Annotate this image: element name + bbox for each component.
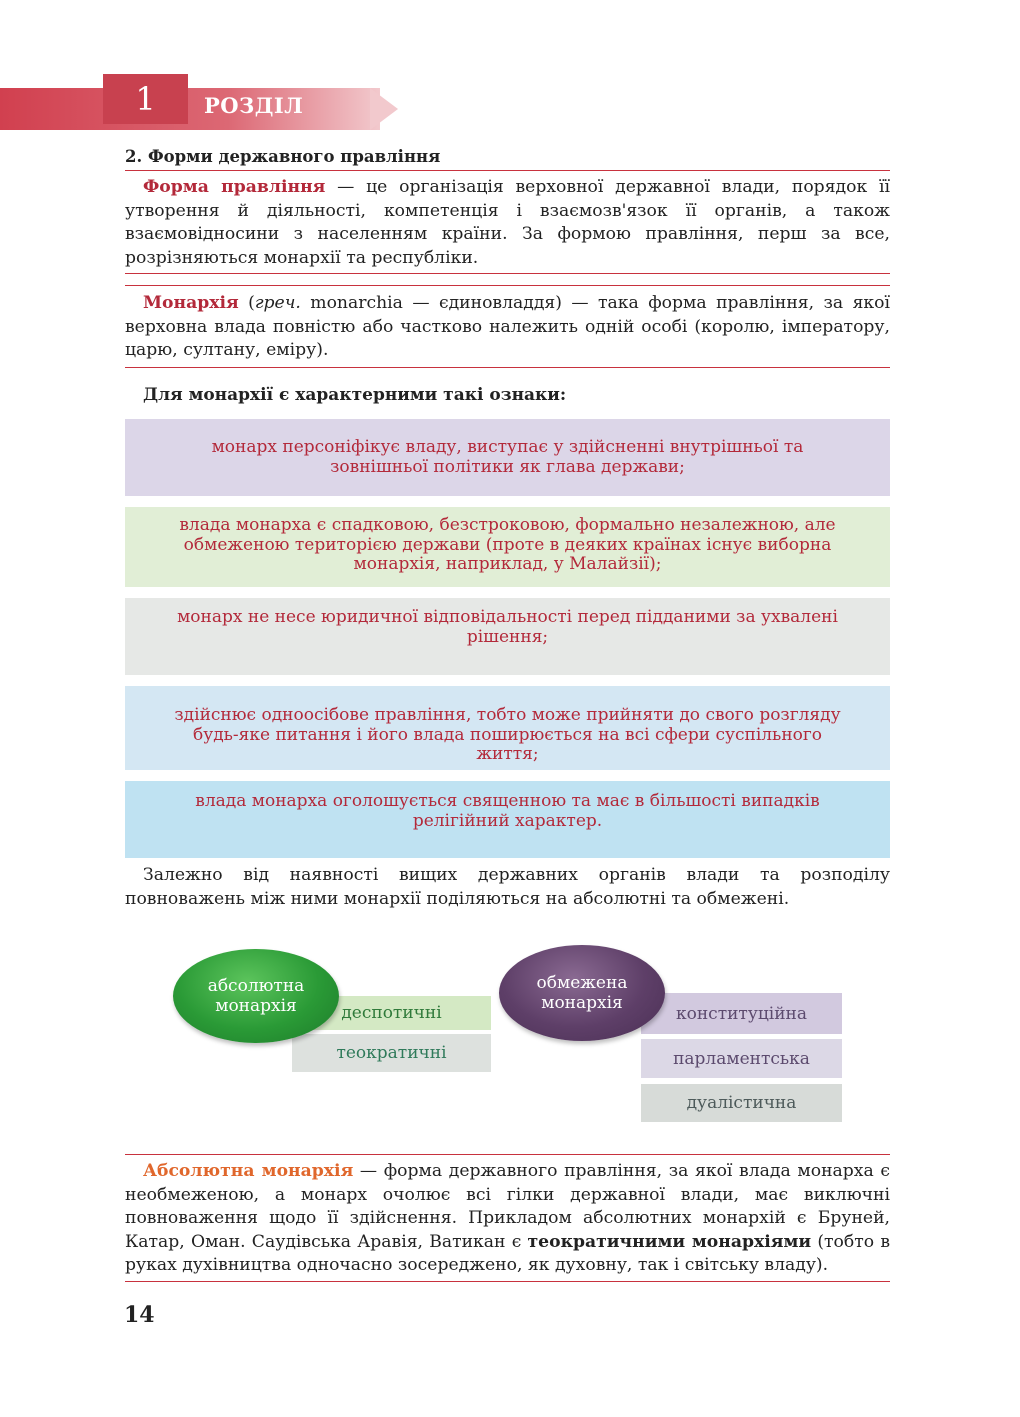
feature-box: влада монарха є спадковою, безстроковою, формально незалежною, але обмеженою територією держави (проте в деяких країнах існує виборна монархія, наприклад, у Малайзії);	[125, 507, 890, 587]
absolute-monarchy-oval: абсолютна монархія	[173, 949, 339, 1043]
greek-abbrev: греч.	[254, 293, 301, 313]
divider	[125, 367, 890, 368]
definition-text: monarchia — єдиновладдя) — така форма правління, за якої верховна влада повністю або частково належить одній особі (королю, імператору, царю, султану, еміру).	[125, 293, 890, 360]
features-heading: Для монархії є характерними такі ознаки:	[143, 385, 567, 405]
definition-form-of-government	[125, 176, 890, 270]
limited-monarchy-oval: обмежена монархія	[499, 945, 665, 1041]
type-parliamentary: парламентська	[641, 1039, 842, 1078]
definition-text: — це організація верховної державної влади, порядок її утворення й діяльності, компетенція і взаємозв'язок її органів, а також взаємовідносини з населенням країни. За формою правління, перш за все, розрізняються монархії та республіки.	[125, 177, 890, 268]
chapter-ribbon	[0, 74, 398, 130]
divider	[125, 1154, 890, 1155]
feature-box: монарх персоніфікує владу, виступає у здійсненні внутрішньої та зовнішньої політики як глава держави;	[125, 419, 890, 496]
type-constitutional: конституційна	[641, 993, 842, 1034]
term: Форма правління	[143, 177, 326, 197]
feature-box: здійснює одноосібове правління, тобто може прийняти до свого розгляду будь-яке питання і його влада поширюється на всі сфери суспільного життя;	[125, 686, 890, 770]
definition-absolute-monarchy: Абсолютна монархія — форма державного правління, за якої влада монарха є необмеженою, а монарх очолює всі гілки державної влади, має виключні повноваження щодо її здійснення. Прикладом абсолютних монархій є Бруней, Катар, Оман. Саудівська Аравія, Ватикан є теократичними монархіями (тобто в руках духівництва одночасно зосереджено, як духовну, так і світську владу).	[125, 1161, 890, 1275]
term: Монархія	[143, 293, 239, 313]
page-number: 14	[124, 1302, 155, 1328]
section-title: 2. Форми державного правління	[125, 147, 441, 166]
term: Абсолютна монархія	[143, 1161, 354, 1181]
feature-box: влада монарха оголошується священною та має в більшості випадків релігійний характер.	[125, 781, 890, 858]
classification-paragraph: Залежно від наявності вищих державних органів влади та розподілу повноважень між ними монархії поділяються на абсолютні та обмежені.	[125, 865, 890, 909]
type-despotic: деспотичні	[292, 996, 491, 1030]
definition-monarchy: Монархія (греч. monarchia — єдиновладдя) — така форма правління, за якої верховна влада повністю або частково належить одній особі (королю, імператору, царю, султану, еміру).	[125, 293, 890, 360]
divider	[125, 1281, 890, 1282]
divider	[125, 273, 890, 274]
type-theocratic: теократичні	[292, 1034, 491, 1072]
chapter-number: 1	[135, 80, 156, 118]
feature-box: монарх не несе юридичної відповідальності перед підданими за ухвалені рішення;	[125, 598, 890, 675]
divider	[125, 170, 890, 171]
bold-term: теократичними монархіями	[527, 1231, 812, 1252]
type-dualistic: дуалістична	[641, 1084, 842, 1122]
chapter-label: РОЗДІЛ	[204, 93, 304, 118]
divider	[125, 285, 890, 286]
